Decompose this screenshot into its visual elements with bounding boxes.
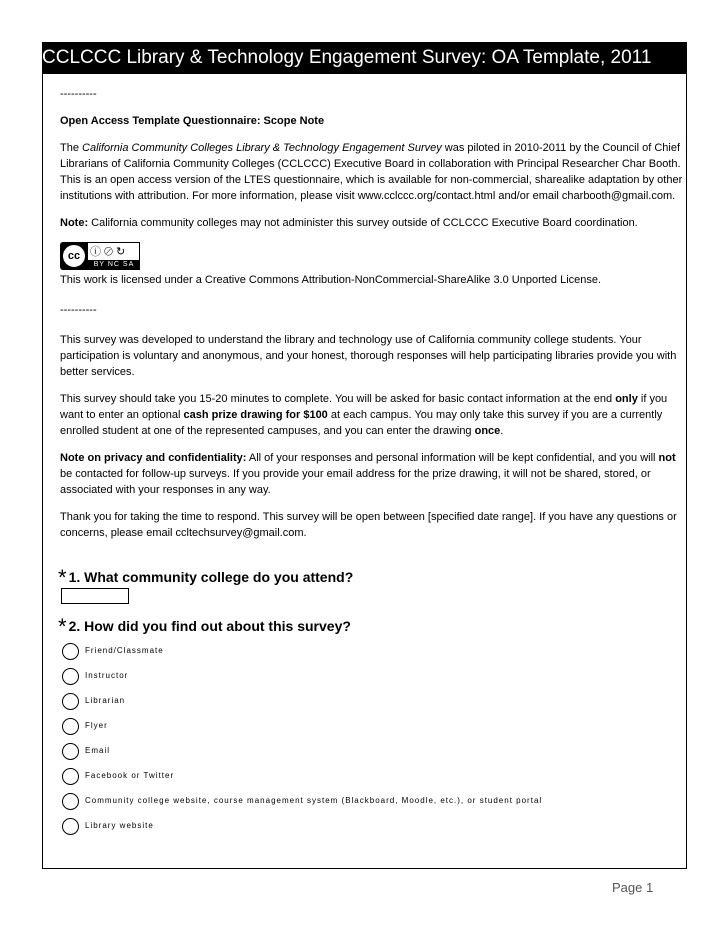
license-text: This work is licensed under a Creative Commons Attribution-NonCommercial-ShareAlike 3.0 Unported License. — [60, 274, 602, 286]
college-input[interactable] — [61, 588, 129, 604]
text: . — [500, 425, 504, 437]
text: The — [60, 142, 83, 154]
radio-button[interactable] — [62, 818, 79, 835]
emphasis: not — [658, 452, 676, 464]
purpose-paragraph: This survey was developed to understand the library and technology use of California community college students. Your participation is voluntary and anonymous, and your honest, thorough responses will help participating libraries provide you with better services. — [60, 334, 677, 378]
survey-name: California Community Colleges Library & Technology Engagement Survey — [82, 142, 442, 154]
text: at each campus. You may only take this survey if you are a currently enrolled student at one of the represented campuses, and you can enter the drawing — [60, 409, 663, 437]
creative-commons-badge — [60, 242, 140, 270]
radio-button[interactable] — [62, 668, 79, 685]
radio-button[interactable] — [62, 693, 79, 710]
text: be contacted for follow-up surveys. If you provide your email address for the prize drawing, it will not be shared, stored, or associated with your responses in any way. — [60, 468, 651, 496]
cc-icon: cc — [62, 244, 86, 268]
question-2 — [58, 614, 351, 640]
option-label: Friend/Classmate — [85, 646, 164, 655]
scope-note-title: Open Access Template Questionnaire: Scope Note — [60, 115, 325, 127]
radio-button[interactable] — [62, 718, 79, 735]
page-number: Page 1 — [612, 880, 654, 895]
intro-section — [60, 86, 688, 552]
option-label: Instructor — [85, 671, 129, 680]
separator: ---------- — [60, 88, 97, 100]
radio-button[interactable] — [62, 643, 79, 660]
text: was piloted in 2010-2011 by the Council of Chief Librarians of California Community Colleges (CCLCCC) Executive Board in collaboration with Principal Researcher Char Booth. This is an open access version of the LTES questionnaire, which is available for non-commercial, sharealike adaptation by other institutions with attribution. For more information, please visit www.cclccc.org/contact.html and/or email charbooth@gmail.com. — [60, 142, 683, 202]
required-asterisk: * — [58, 565, 67, 590]
radio-button[interactable] — [62, 793, 79, 810]
intro-paragraph — [60, 140, 688, 204]
text: This survey should take you 15-20 minutes to complete. You will be asked for basic contact information at the end — [60, 393, 616, 405]
emphasis: cash prize drawing for $100 — [183, 409, 328, 421]
option-label: Librarian — [85, 696, 126, 705]
text: All of your responses and personal information will be kept confidential, and you will — [246, 452, 659, 464]
text: if you want to enter an optional — [60, 393, 668, 421]
option-label: Email — [85, 746, 111, 755]
privacy-label: Note on privacy and confidentiality: — [60, 452, 247, 464]
emphasis: once — [474, 425, 501, 437]
option-label: Flyer — [85, 721, 108, 730]
option-label: Community college website, course management system (Blackboard, Moodle, etc.), or student portal — [85, 796, 543, 805]
question-text: 2. How did you find out about this survey? — [68, 618, 351, 634]
radio-button[interactable] — [62, 768, 79, 785]
note-text: California community colleges may not administer this survey outside of CCLCCC Executive Board coordination. — [88, 217, 638, 229]
question-text: 1. What community college do you attend? — [68, 569, 354, 585]
note-paragraph — [60, 215, 688, 231]
emphasis: only — [615, 393, 638, 405]
thanks-paragraph: Thank you for taking the time to respond. This survey will be open between [specified date range]. If you have any questions or concerns, please email ccltechsurvey@gmail.com. — [60, 511, 677, 539]
cc-strip: BY NC SA — [88, 260, 140, 270]
survey-title: CCLCCC Library & Technology Engagement Survey: OA Template, 2011 — [42, 47, 652, 68]
required-asterisk: * — [58, 614, 67, 639]
separator: ---------- — [60, 304, 97, 316]
note-label: Note: — [60, 217, 89, 229]
option-label: Library website — [85, 821, 154, 830]
by-nc-sa-icons: ⓘ⊘↻ — [90, 246, 128, 258]
option-label: Facebook or Twitter — [85, 771, 175, 780]
privacy-paragraph — [60, 450, 688, 498]
radio-button[interactable] — [62, 743, 79, 760]
survey-title-bar — [42, 42, 687, 74]
time-paragraph — [60, 391, 688, 439]
